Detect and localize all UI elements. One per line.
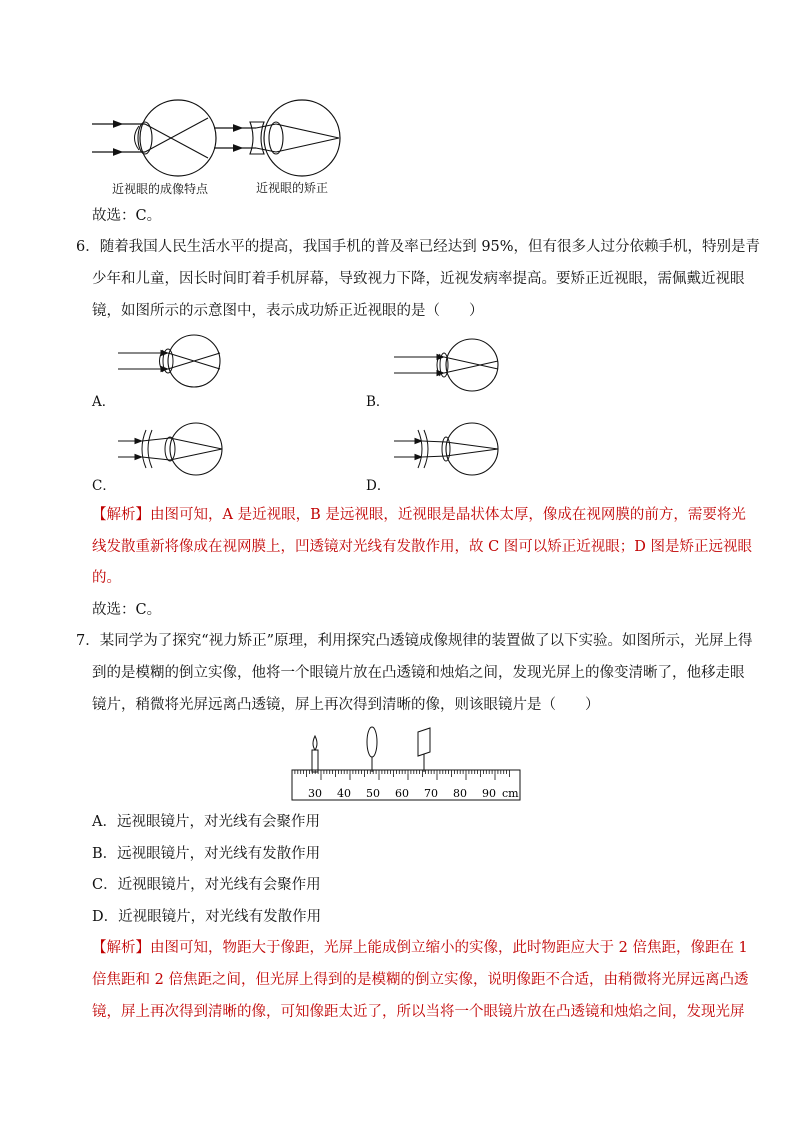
q6-analysis-line-3: 的。 bbox=[92, 570, 121, 586]
q6-analysis-line-2: 线发散重新将像成在视网膜上，凹透镜对光线有发散作用，故 C 图可以矫正近视眼；D 图是矫正远视眼 bbox=[92, 539, 753, 555]
q6-option-d-label[interactable]: D． bbox=[366, 478, 391, 494]
myopia-eye-diagram bbox=[90, 98, 230, 178]
q7-analysis-line-1 bbox=[92, 938, 748, 958]
figure-caption-left: 近视眼的成像特点 bbox=[112, 182, 209, 196]
convex-lens bbox=[367, 727, 377, 757]
q7-analysis-tag: 【解析】 bbox=[92, 940, 150, 956]
q7-option-c[interactable]: C．近视眼镜片，对光线有会聚作用 bbox=[92, 877, 321, 893]
candle bbox=[312, 736, 318, 772]
q6-option-c-eye-diagram bbox=[116, 422, 226, 476]
ruler-label-60: 60 bbox=[395, 787, 409, 800]
q7-analysis-line-2: 倍焦距和 2 倍焦距之间，但光屏上得到的是模糊的倒立实像，说明像距不合适，由稍微将光屏远离凸透 bbox=[92, 972, 749, 988]
q6-option-a-eye-diagram bbox=[116, 336, 226, 386]
ruler-label-80: 80 bbox=[453, 787, 467, 800]
q7-line-2: 到的是模糊的倒立实像，他将一个眼镜片放在凸透镜和烛焰之间，发现光屏上的像变清晰了，他移走眼 bbox=[92, 665, 745, 681]
ruler-labels bbox=[308, 787, 519, 800]
ruler-unit: cm bbox=[502, 787, 519, 800]
myopia-correction-diagram bbox=[212, 98, 352, 178]
q6-analysis-line-1 bbox=[92, 505, 746, 525]
ruler-label-70: 70 bbox=[424, 787, 438, 800]
ruler-label-50: 50 bbox=[366, 787, 380, 800]
q7-analysis-line-3: 镜，屏上再次得到清晰的像，可知像距太近了，所以当将一个眼镜片放在凸透镜和烛焰之间，发现光屏 bbox=[92, 1004, 745, 1020]
q7-line-1: 7．某同学为了探究“视力矫正”原理，利用探究凸透镜成像规律的装置做了以下实验。如图所示，光屏上得 bbox=[76, 633, 753, 649]
q7-option-a[interactable]: A．远视眼镜片，对光线有会聚作用 bbox=[92, 814, 320, 830]
answer-q6: 故选：C。 bbox=[92, 602, 162, 618]
q7-line-3: 镜片，稍微将光屏远离凸透镜，屏上再次得到清晰的像，则该眼镜片是（ ） bbox=[92, 697, 600, 713]
q6-line-3: 镜，如图所示的示意图中，表示成功矫正近视眼的是（ ） bbox=[92, 303, 484, 319]
ruler-label-30: 30 bbox=[308, 787, 322, 800]
ruler-label-40: 40 bbox=[337, 787, 351, 800]
q6-option-c-label[interactable]: C． bbox=[92, 478, 116, 494]
q7-option-b[interactable]: B．远视眼镜片，对光线有发散作用 bbox=[92, 846, 321, 862]
light-screen bbox=[418, 728, 430, 756]
q6-option-d-eye-diagram bbox=[392, 422, 502, 476]
q7-analysis-text-1: 由图可知，物距大于像距，光屏上能成倒立缩小的实像，此时物距应大于 2 倍焦距，像距在 1 bbox=[150, 940, 748, 956]
figure-caption-right: 近视眼的矫正 bbox=[256, 181, 329, 195]
ruler-ticks bbox=[292, 770, 510, 780]
q6-line-1: 6．随着我国人民生活水平的提高，我国手机的普及率已经达到 95%，但有很多人过分依赖手机，特别是青 bbox=[76, 239, 761, 255]
q6-analysis-tag: 【解析】 bbox=[92, 507, 150, 523]
q6-option-a-label[interactable]: A． bbox=[92, 394, 116, 410]
q6-option-b-label[interactable]: B． bbox=[366, 394, 390, 410]
q6-option-b-eye-diagram bbox=[392, 340, 502, 390]
q6-line-2: 少年和儿童，因长时间盯着手机屏幕，导致视力下降，近视发病率提高。要矫正近视眼，需佩戴近视眼 bbox=[92, 271, 745, 287]
optical-bench-figure bbox=[290, 726, 525, 802]
q7-option-d[interactable]: D．近视眼镜片，对光线有发散作用 bbox=[92, 909, 322, 925]
answer-q5: 故选：C。 bbox=[92, 208, 162, 224]
q6-analysis-text-1: 由图可知，A 是近视眼，B 是远视眼，近视眼是晶状体太厚，像成在视网膜的前方，需要将光 bbox=[150, 507, 746, 523]
ruler-label-90: 90 bbox=[482, 787, 496, 800]
